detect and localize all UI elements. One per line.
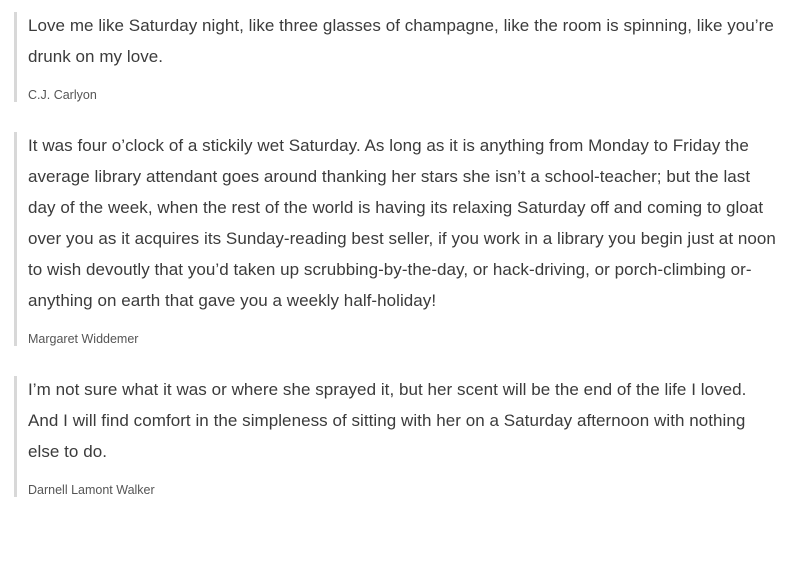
quote-text: I’m not sure what it was or where she sprayed it, but her scent will be the end of the life I loved. And I will find comfort in the simpleness of sitting with her on a Saturday afternoon with nothing else to do. xyxy=(28,380,747,461)
quote-block xyxy=(14,10,777,104)
quote-block xyxy=(14,130,777,348)
quote-author: C.J. Carlyon xyxy=(28,88,97,102)
quote-author: Darnell Lamont Walker xyxy=(28,483,155,497)
quote-author: Margaret Widdemer xyxy=(28,332,139,346)
quote-block xyxy=(14,374,777,499)
quote-text: Love me like Saturday night, like three glasses of champagne, like the room is spinning, like you’re drunk on my love. xyxy=(28,16,774,66)
quote-text: It was four o’clock of a stickily wet Saturday. As long as it is anything from Monday to Friday the average library attendant goes around thanking her stars she isn’t a school-teacher; but the last day of the week, when the rest of the world is having its relaxing Saturday off and coming to gloat over you as it acquires its Sunday-reading best seller, if you work in a library you begin just at noon to wish devoutly that you’d taken up scrubbing-by-the-day, or hack-driving, or porch-climbing or- anything on earth that gave you a weekly half-holiday! xyxy=(28,136,776,310)
